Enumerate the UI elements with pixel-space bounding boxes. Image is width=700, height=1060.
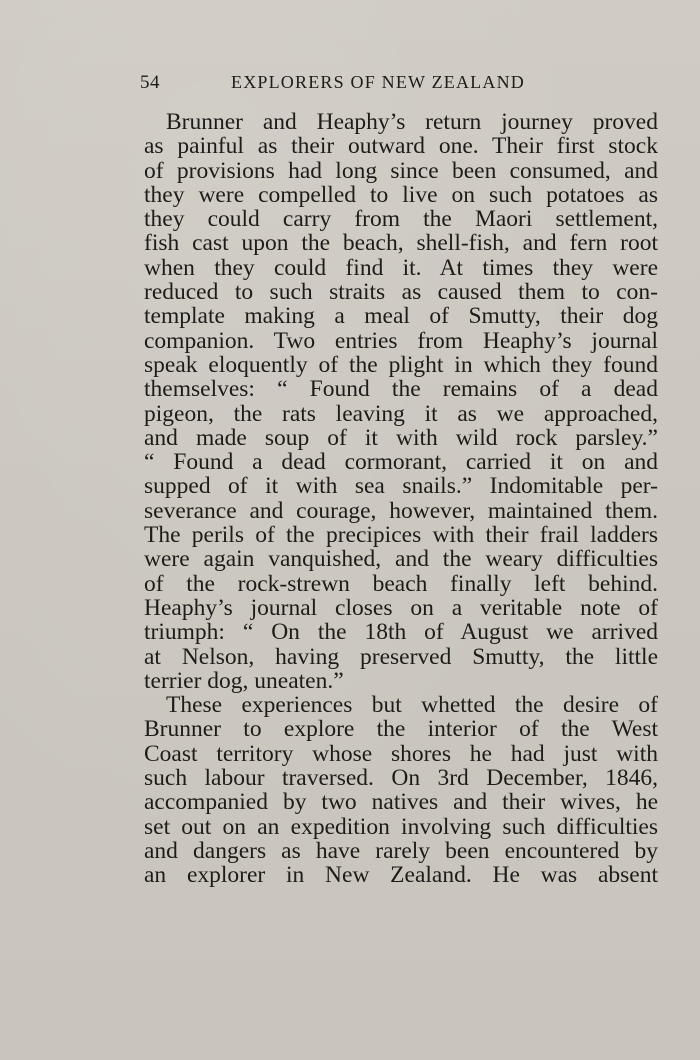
running-title: EXPLORERS OF NEW ZEALAND bbox=[231, 72, 525, 92]
text-line: companion. Two entries from Heaphy’s journal bbox=[144, 328, 658, 353]
text-line: The perils of the precipices with their frail ladders bbox=[144, 523, 658, 548]
text-line: of provisions had long since been consumed, and bbox=[144, 158, 658, 183]
text-line: were again vanquished, and the weary difficulties bbox=[144, 547, 658, 572]
text-line: set out on an expedition involving such difficulties bbox=[144, 814, 658, 839]
text-line: of the rock-strewn beach finally left behind. bbox=[144, 571, 658, 596]
text-line: and dangers as have rarely been encountered by bbox=[144, 838, 658, 864]
text-line: at Nelson, having preserved Smutty, the little bbox=[144, 644, 658, 669]
text-line: Heaphy’s journal closes on a veritable note of bbox=[144, 595, 658, 621]
text-line: Brunner and Heaphy’s return journey proved bbox=[166, 110, 658, 135]
text-line: “ Found a dead cormorant, carried it on and bbox=[144, 450, 658, 475]
text-line: These experiences but whetted the desire of bbox=[166, 693, 658, 718]
text-line: terrier dog, uneaten.” bbox=[144, 668, 344, 694]
text-line: reduced to such straits as caused them to con- bbox=[144, 280, 658, 305]
body-text bbox=[144, 110, 658, 888]
text-line: fish cast upon the beach, shell-fish, and fern root bbox=[144, 231, 658, 256]
text-line: as painful as their outward one. Their first stock bbox=[144, 134, 658, 159]
page-header bbox=[140, 72, 660, 96]
text-line: they were compelled to live on such potatoes as bbox=[144, 182, 658, 208]
text-line: and made soup of it with wild rock parsley.” bbox=[144, 425, 658, 451]
text-line: Coast territory whose shores he had just with bbox=[144, 741, 658, 767]
text-line: themselves: “ Found the remains of a dead bbox=[144, 377, 658, 402]
text-line: such labour traversed. On 3rd December, 1846, bbox=[144, 766, 658, 791]
text-line: they could carry from the Maori settlement, bbox=[144, 207, 658, 232]
text-line: triumph: “ On the 18th of August we arrived bbox=[144, 620, 658, 645]
text-line: accompanied by two natives and their wives, he bbox=[144, 790, 658, 815]
text-line: when they could find it. At times they were bbox=[144, 255, 658, 281]
page-number: 54 bbox=[140, 72, 160, 93]
text-line: an explorer in New Zealand. He was absent bbox=[144, 863, 658, 888]
text-line: supped of it with sea snails.” Indomitable per- bbox=[144, 474, 658, 499]
text-line: severance and courage, however, maintained them. bbox=[144, 498, 658, 524]
text-line: Brunner to explore the interior of the West bbox=[144, 717, 658, 742]
text-line: pigeon, the rats leaving it as we approached, bbox=[144, 401, 658, 426]
text-line: template making a meal of Smutty, their dog bbox=[144, 304, 658, 329]
text-line: speak eloquently of the plight in which they found bbox=[144, 352, 658, 378]
